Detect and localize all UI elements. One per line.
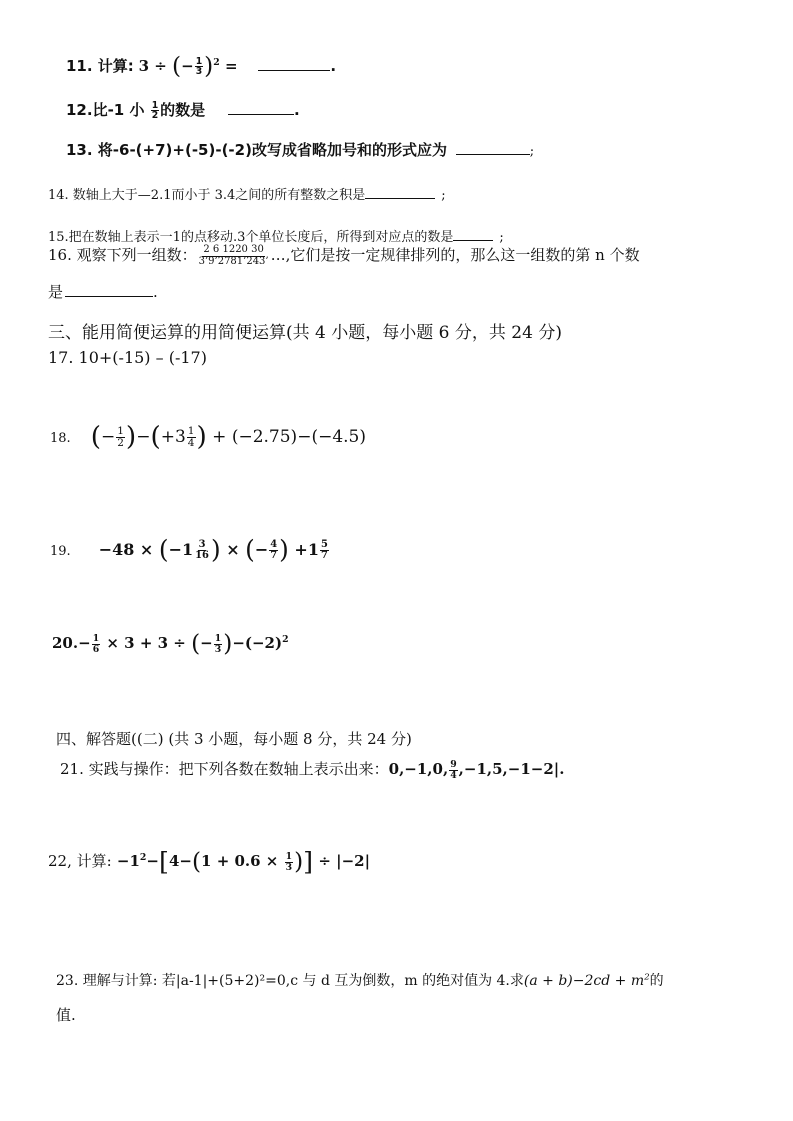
question-13-text: 13. 将-6-(+7)+(-5)-(-2)改写成省略加号和的形式应为: [66, 140, 447, 159]
question-16-rest: …,它们是按一定规律排列的，那么这一组数的第 n 个数: [270, 246, 640, 264]
question-11-label: 11. 计算:: [66, 56, 134, 75]
question-18-rest: + (−2.75)−(−4.5): [206, 426, 366, 447]
question-20-fraction-2: $\frac{1}{3}$: [214, 632, 222, 655]
answer-blank-13[interactable]: [456, 138, 530, 155]
question-13: 13. 将-6-(+7)+(-5)-(-2)改写成省略加号和的形式应为 ;: [66, 138, 534, 160]
answer-blank-16[interactable]: [65, 280, 153, 297]
question-19: 19. −48 × (−1 $\frac{3}{16}$ ) × (− $\frac{4}{7}$ ) +1 $\frac{5}{7}$: [50, 535, 328, 564]
question-12-fraction: $\frac{1}{2}$: [151, 99, 159, 122]
question-23-line-2: 值.: [56, 1006, 76, 1024]
question-18-fraction-2: $\frac{1}{4}$: [187, 424, 195, 449]
question-20-fraction-1: $\frac{1}{6}$: [92, 632, 100, 655]
question-16-label: 16. 观察下列一组数：: [48, 246, 197, 264]
question-11-neg: −: [181, 56, 194, 75]
question-15-text: 15.把在数轴上表示一1的点移动.3个单位长度后，所得到对应点的数是: [48, 230, 454, 245]
question-16-line-2: 是 .: [48, 280, 158, 302]
question-14-text: 14. 数轴上大于—2.1而小于 3.4之间的所有整数之积是: [48, 188, 366, 203]
question-11-expr: 3 ÷: [138, 56, 173, 75]
question-19-fraction-3: $\frac{5}{7}$: [320, 538, 328, 562]
answer-blank-11[interactable]: [258, 54, 330, 71]
question-22-label: 22, 计算:: [48, 852, 112, 871]
answer-blank-12[interactable]: [228, 98, 294, 115]
question-22-fraction: $\frac{1}{3}$: [285, 850, 293, 873]
question-11-equals: =: [219, 56, 238, 75]
question-15: 15.把在数轴上表示一1的点移动.3个单位长度后，所得到对应点的数是 ;: [48, 226, 504, 245]
question-19-fraction-1: $\frac{3}{16}$: [195, 538, 209, 562]
question-20: 20.− $\frac{1}{6}$ × 3 + 3 ÷ (− $\frac{1}{3}$ )$-(-2)^2$: [52, 630, 289, 657]
question-12: 12.比-1 小 $\frac{1}{2}$ 的数是 .: [66, 99, 300, 122]
question-21: 21. 实践与操作：把下列各数在数轴上表示出来：0,−1,0, $\frac{9}{4}$ ,−1,5,−1−2|.: [60, 758, 565, 781]
question-19-label: 19.: [50, 544, 71, 560]
question-16-sequence: $\frac{2 6 1220 30}{3’9’2781’243’}$: [198, 244, 269, 267]
question-21-text: 21. 实践与操作：把下列各数在数轴上表示出来：: [60, 760, 389, 778]
answer-blank-15[interactable]: [453, 226, 493, 241]
question-21-fraction: $\frac{9}{4}$: [450, 758, 457, 781]
question-12-suffix: 的数是: [160, 100, 206, 119]
question-11: 11. 计算: 3 ÷ (− $\frac{1}{3}$ )$^2$ = .: [66, 52, 337, 80]
question-11-fraction: $\frac{1}{3}$: [195, 55, 203, 78]
question-18: 18. (− $\frac{1}{2}$ )−(+3 $\frac{1}{4}$ ) + (−2.75)−(−4.5): [50, 422, 366, 452]
answer-blank-14[interactable]: [365, 184, 435, 199]
section-3-title: 三、能用简便运算的用简便运算(共 4 小题，每小题 6 分，共 24 分): [48, 323, 562, 343]
question-17: 17. 10+(-15) – (-17): [48, 348, 207, 367]
section-4-title: 四、解答题((二) (共 3 小题，每小题 8 分，共 24 分): [56, 730, 412, 748]
question-22: 22, 计算: $-1^2-[4-(1 + 0.6$ × $\frac{1}{3}$ )] ÷ |−2|: [48, 847, 371, 878]
question-18-mixed: +3: [160, 426, 186, 447]
question-20-label: 20.: [52, 634, 79, 653]
question-23-text: 23. 理解与计算: 若|a-1|+(5+2)²=0,c 与 d 互为倒数，m 的绝对值为 4.求: [56, 973, 524, 989]
question-12-label: 12.比-1 小: [66, 100, 150, 119]
question-18-label: 18.: [50, 430, 71, 446]
question-16: [48, 244, 640, 267]
question-18-fraction-1: $\frac{1}{2}$: [117, 424, 124, 449]
question-14: 14. 数轴上大于—2.1而小于 3.4之间的所有整数之积是 ;: [48, 184, 446, 203]
question-23: 23. 理解与计算: 若|a-1|+(5+2)²=0,c 与 d 互为倒数，m 的绝对值为 4.求$(a + b)-2cd + m^2$的: [56, 972, 664, 989]
question-23-expr: (a + b)−2cd + m: [523, 973, 645, 989]
question-11-exponent: 2: [213, 56, 220, 68]
question-19-fraction-2: $\frac{4}{7}$: [270, 538, 278, 562]
